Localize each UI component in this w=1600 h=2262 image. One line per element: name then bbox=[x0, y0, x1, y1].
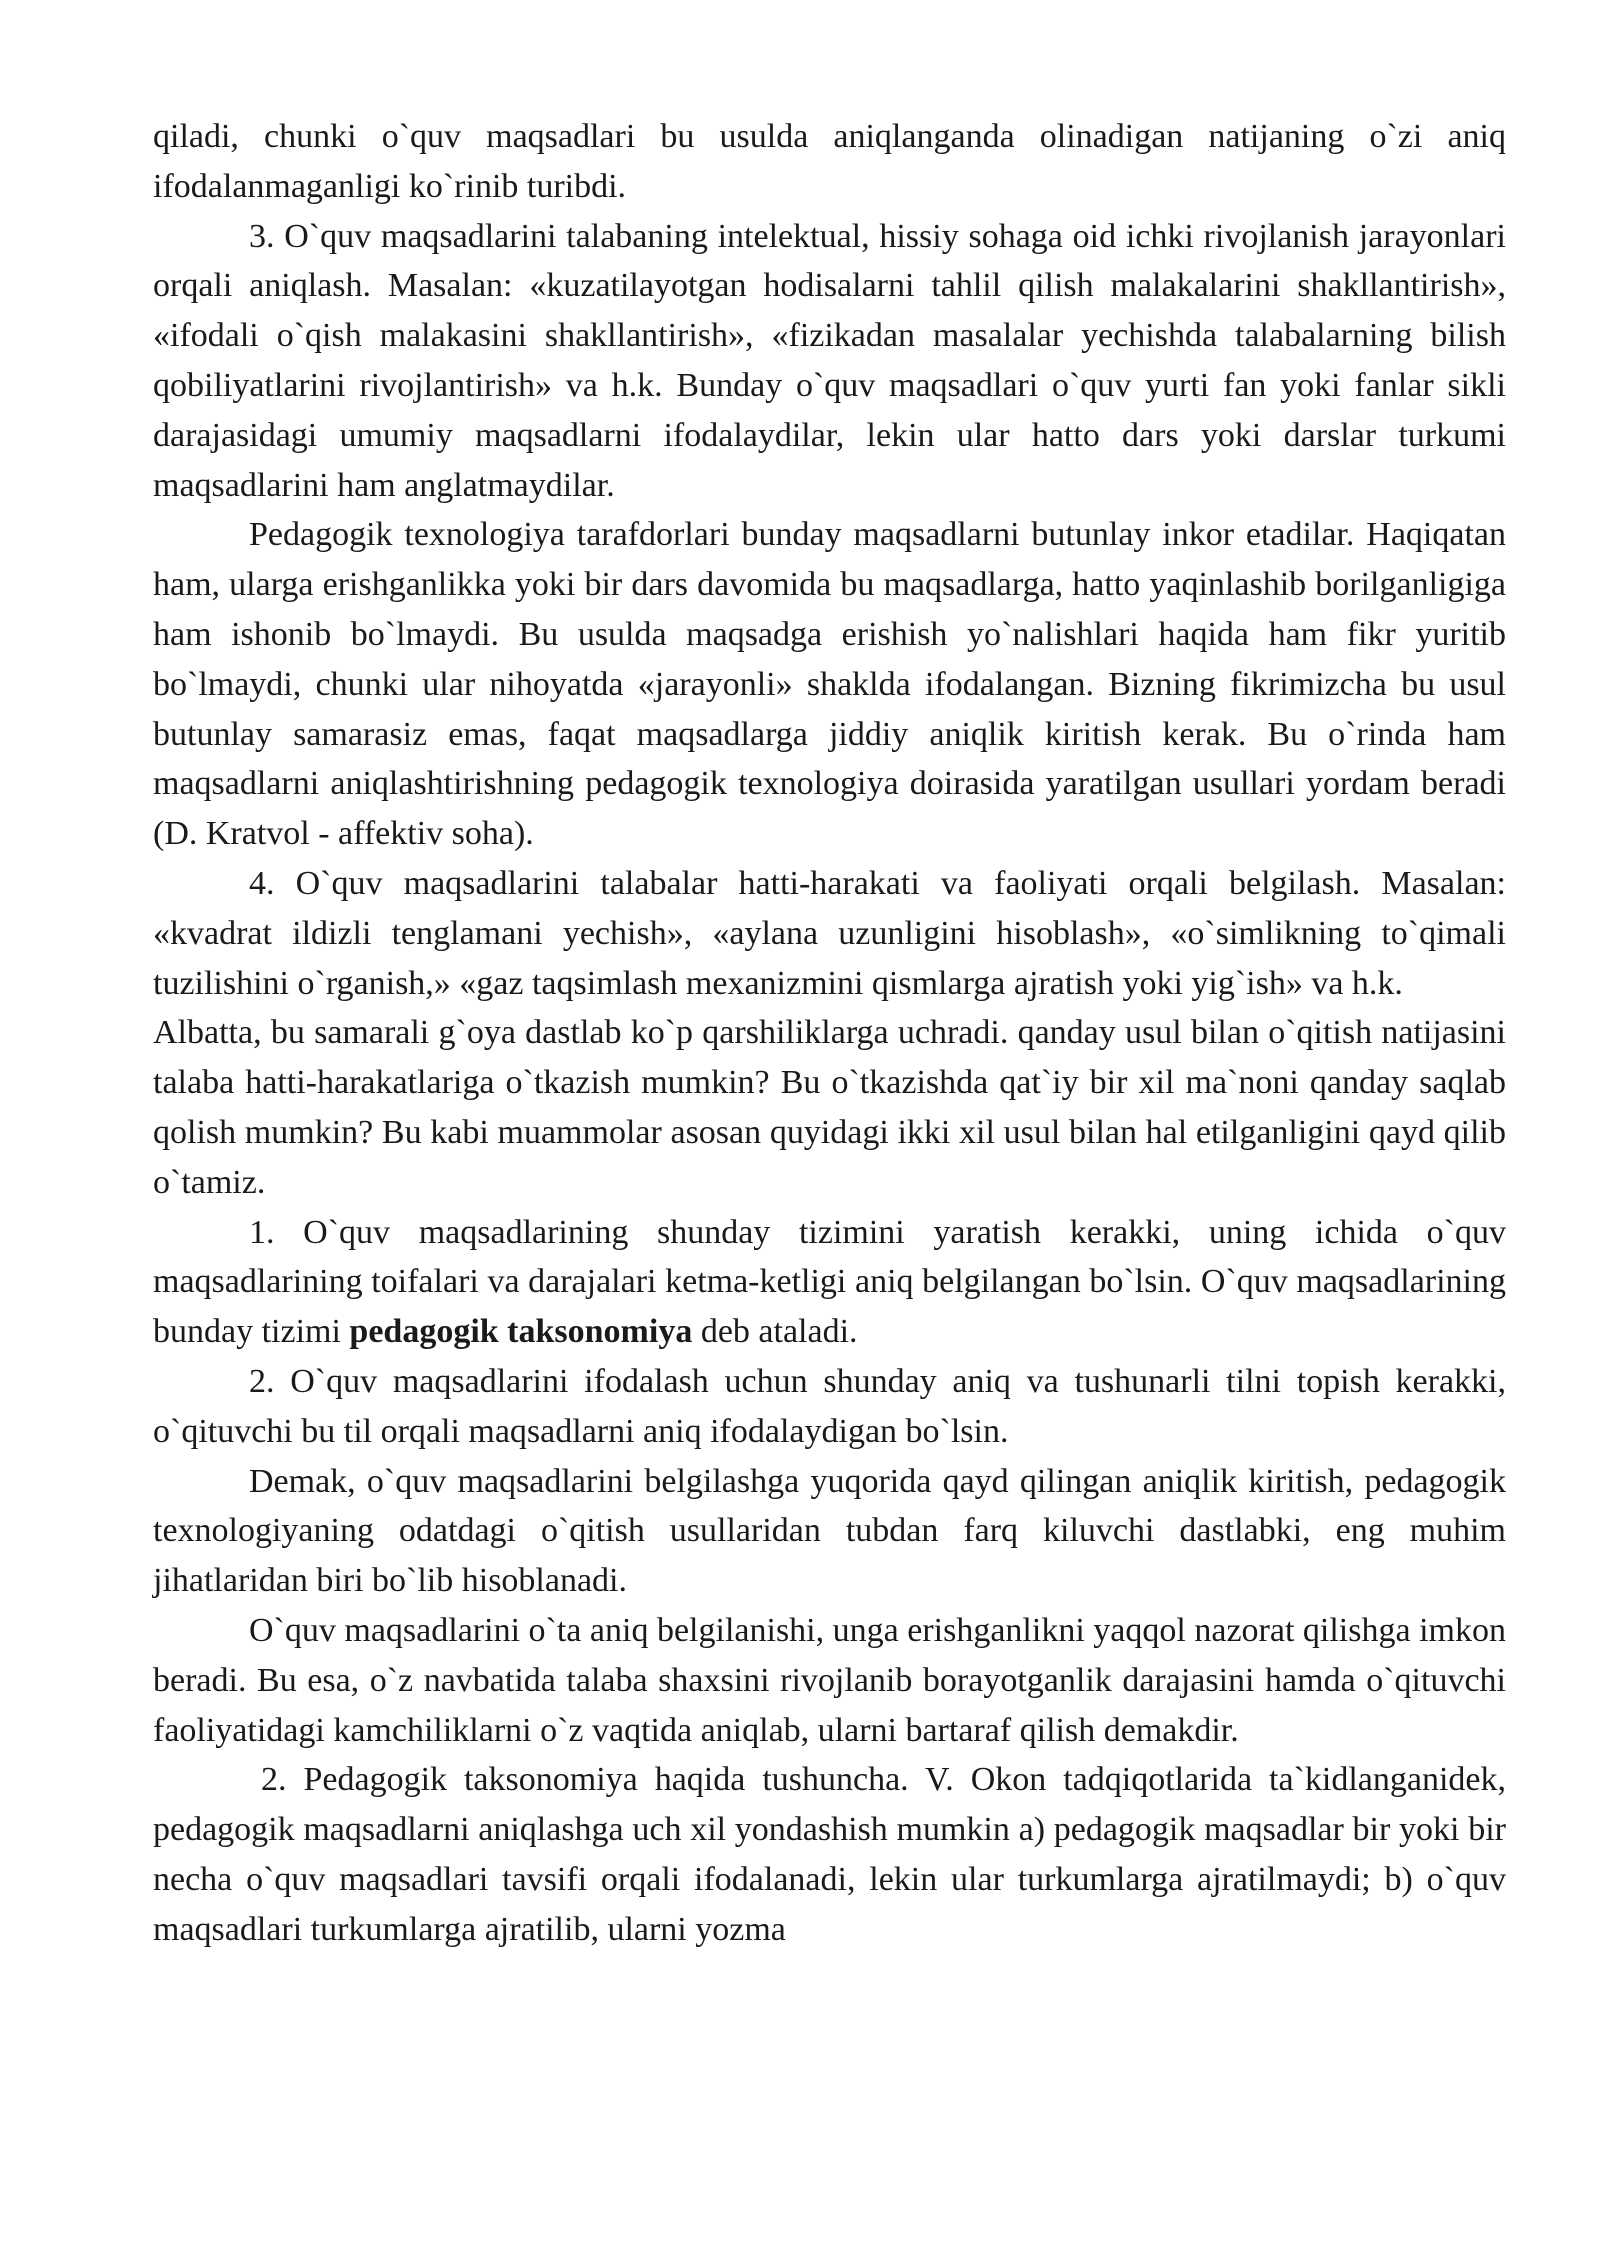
paragraph-7: 2. O`quv maqsadlarini ifodalash uchun shunday aniq va tushunarli tilni topish kerakki, o`qituvchi bu til orqali maqsadlarni aniq ifodalaydigan bo`lsin. bbox=[153, 1362, 1506, 1450]
paragraph-1: qiladi, chunki o`quv maqsadlari bu usulda aniqlanganda olinadigan natijaning o`zi aniq ifodalanmaganligi ko`rinib turibdi. bbox=[153, 118, 1506, 205]
document-page bbox=[153, 112, 1506, 1954]
paragraph-3: Pedagogik texnologiya tarafdorlari bunday maqsadlarni butunlay inkor etadilar. Haqiqatan ham, ularga erishganlikka yoki bir dars davomida bu maqsadlarga, hatto yaqinlashib borilganligiga ham ishonib bo`lmaydi. Bu usulda maqsadga erishish yo`nalishlari haqida ham fikr yuritib bo`lmaydi, chunki ular nihoyatda «jarayonli» shaklda ifodalangan. Bizning fikrimizcha bu usul butunlay samarasiz emas, faqat maqsadlarga jiddiy aniqlik kiritish kerak. Bu o`rinda ham maqsadlarni aniqlashtirishning pedagogik texnologiya doirasida yaratilgan usullari yordam beradi (D. Kratvol - affektiv soha). bbox=[153, 516, 1506, 853]
paragraph-6-text: 1. O`quv maqsadlarining shunday tizimini yaratish kerakki, uning ichida o`quv maqsadlarining toifalari va darajalari ketma-ketligi aniq belgilangan bo`lsin. O`quv maqsadlarining bunday tizimi bbox=[153, 1213, 1506, 1351]
paragraph-8: Demak, o`quv maqsadlarini belgilashga yuqorida qayd qilingan aniqlik kiritish, pedagogik texnologiyaning odatdagi o`qitish usullaridan tubdan farq kiluvchi dastlabki, eng muhim jihatlaridan biri bo`lib hisoblanadi. bbox=[153, 1462, 1506, 1600]
paragraph-9: O`quv maqsadlarini o`ta aniq belgilanishi, unga erishganlikni yaqqol nazorat qilishga imkon beradi. Bu esa, o`z navbatida talaba shaxsini rivojlanib borayotganlik darajasini hamda o`qituvchi faoliyatidagi kamchiliklarni o`z vaqtida aniqlab, ularni bartaraf qilish demakdir. bbox=[153, 1611, 1506, 1749]
paragraph-6-text-end: deb ataladi. bbox=[692, 1313, 858, 1351]
bold-term: pedagogik taksonomiya bbox=[349, 1313, 693, 1351]
paragraph-5: Albatta, bu samarali g`oya dastlab ko`p qarshiliklarga uchradi. qanday usul bilan o`qitish natijasini talaba hatti-harakatlariga o`tkazish mumkin? Bu o`tkazishda qat`iy bir xil ma`noni qanday saqlab qolish mumkin? Bu kabi muammolar asosan quyidagi ikki xil usul bilan hal etilganligini qayd qilib o`tamiz. bbox=[153, 1014, 1506, 1201]
paragraph-10: 2. Pedagogik taksonomiya haqida tushuncha. V. Okon tadqiqotlarida ta`kidlanganidek, pedagogik maqsadlarni aniqlashga uch xil yondashish mumkin a) pedagogik maqsadlar bir yoki bir necha o`quv maqsadlari tavsifi orqali ifodalanadi, lekin ular turkumlarga ajratilmaydi; b) o`quv maqsadlari turkumlarga ajratilib, ularni yozma bbox=[153, 1761, 1506, 1948]
paragraph-6 bbox=[153, 1208, 1506, 1357]
paragraph-2: 3. O`quv maqsadlarini talabaning intelektual, hissiy sohaga oid ichki rivojlanish jarayonlari orqali aniqlash. Masalan: «kuzatilayotgan hodisalarni tahlil qilish malakalarini shakllantirish», «ifodali o`qish malakasini shakllantirish», «fizikadan masalalar yechishda talabalarning bilish qobiliyatlarini rivojlantirish» va h.k. Bunday o`quv maqsadlari o`quv yurti fan yoki fanlar sikli darajasidagi umumiy maqsadlarni ifodalaydilar, lekin ular hatto dars yoki darslar turkumi maqsadlarini ham anglatmaydilar. bbox=[153, 217, 1506, 504]
paragraph-4: 4. O`quv maqsadlarini talabalar hatti-harakati va faoliyati orqali belgilash. Masalan: «kvadrat ildizli tenglamani yechish», «aylana uzunligini hisoblash», «o`simlikning to`qimali tuzilishini o`rganish,» «gaz taqsimlash mexanizmini qismlarga ajratish yoki yig`ish» va h.k. bbox=[153, 864, 1506, 1002]
